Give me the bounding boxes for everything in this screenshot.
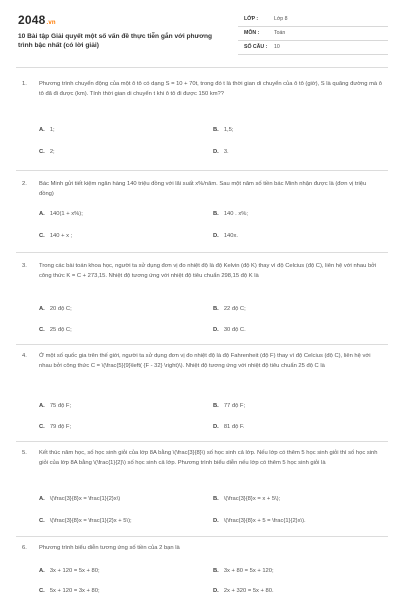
question-text: Trong các bài toán khoa học, người ta sử dụng đơn vị đo nhiệt độ là độ Kelvin (độ K) thay vì độ Celcius (độ C), liên hệ với nhau bởi công thức K = C + 273,15. Nhiệt độ tương ứng với nhiệt độ tiêu chuẩn 298,15 độ K là [39, 263, 377, 279]
logo-suffix: .vn [46, 20, 56, 26]
option-text: \(\frac{3}{8}x = \frac{1}{2}x\) [49, 496, 121, 502]
option-b[interactable] [213, 496, 280, 502]
option-d[interactable] [213, 588, 274, 594]
question-number: 6. [22, 545, 27, 551]
option-text: 75 độ F; [49, 403, 72, 409]
option-label: A. [39, 127, 45, 133]
question-6 [22, 544, 382, 554]
option-c[interactable] [39, 424, 71, 430]
document-title: 10 Bài tập Giải quyết một số vấn đề thực tiễn gắn với phương trình bậc nhất (có lời giải) [18, 33, 213, 49]
option-c[interactable] [39, 518, 132, 524]
option-b[interactable] [213, 211, 248, 217]
meta-row-count [238, 41, 388, 55]
option-c[interactable] [39, 588, 100, 594]
option-d[interactable] [213, 424, 244, 430]
question-number: 1. [22, 81, 27, 87]
meta-table [238, 13, 388, 55]
option-a[interactable] [39, 496, 120, 502]
option-label: A. [39, 496, 45, 502]
meta-row-grade [238, 13, 388, 27]
option-label: B. [213, 403, 219, 409]
option-b[interactable] [213, 127, 233, 133]
option-text: 140 + x ; [49, 233, 73, 239]
meta-value: 10 [274, 44, 280, 50]
option-text: 2; [49, 149, 55, 155]
option-text: 140 . x%; [223, 211, 248, 217]
option-label: B. [213, 211, 219, 217]
question-2 [22, 180, 382, 199]
option-label: A. [39, 403, 45, 409]
option-label: A. [39, 306, 45, 312]
divider [16, 441, 388, 442]
option-text: 30 độ C. [223, 327, 246, 333]
meta-key: MÔN : [244, 30, 260, 36]
option-label: C. [39, 518, 45, 524]
option-text: \(\frac{3}{8}x + 5 = \frac{1}{2}x\). [223, 518, 306, 524]
option-label: A. [39, 211, 45, 217]
option-text: 22 độ C; [223, 306, 246, 312]
option-b[interactable] [213, 403, 245, 409]
meta-key: SỐ CÂU : [244, 44, 268, 50]
meta-key: LỚP : [244, 16, 259, 22]
option-text: 3x + 80 = 5x + 120; [223, 568, 274, 574]
question-3 [22, 262, 382, 281]
option-text: \(\frac{3}{8}x = \frac{1}{2}x + 5\); [49, 518, 132, 524]
divider [16, 170, 388, 171]
divider [16, 67, 388, 68]
option-text: 81 độ F. [223, 424, 245, 430]
option-a[interactable] [39, 127, 55, 133]
option-text: 77 độ F; [223, 403, 246, 409]
option-label: B. [213, 568, 219, 574]
option-text: 2x + 320 = 5x + 80. [223, 588, 274, 594]
option-text: 25 độ C; [49, 327, 72, 333]
option-a[interactable] [39, 306, 72, 312]
option-label: D. [213, 149, 219, 155]
option-d[interactable] [213, 233, 238, 239]
option-label: B. [213, 127, 219, 133]
option-label: D. [213, 588, 219, 594]
option-d[interactable] [213, 149, 229, 155]
option-text: 20 độ C; [49, 306, 72, 312]
option-label: D. [213, 424, 219, 430]
option-text: \(\frac{3}{8}x = x + 5\); [223, 496, 281, 502]
option-c[interactable] [39, 233, 72, 239]
option-label: C. [39, 149, 45, 155]
option-text: 1; [49, 127, 55, 133]
option-text: 140x. [223, 233, 238, 239]
meta-row-subject [238, 27, 388, 41]
question-text: Kết thúc năm học, số học sinh giỏi của lớp 8A bằng \(\frac{3}{8}\) số học sinh cả lớp. Nếu lớp có thêm 5 học sinh giỏi thì số học sinh giỏi của lớp 8A bằng \(\frac{1}{2}\) số học sinh cả lớp. Phương trình biểu diễn nếu lớp có thêm 5 học sinh giỏi là [39, 450, 378, 466]
option-label: B. [213, 496, 219, 502]
option-label: D. [213, 327, 219, 333]
option-label: C. [39, 424, 45, 430]
option-text: 3. [223, 149, 229, 155]
option-label: A. [39, 568, 45, 574]
question-1 [22, 80, 382, 99]
question-5 [22, 449, 382, 468]
site-logo[interactable] [18, 13, 56, 27]
option-label: C. [39, 327, 45, 333]
logo-text: 2048 [18, 13, 46, 27]
question-text: Bác Minh gửi tiết kiệm ngân hàng 140 triệu đồng với lãi suất x%/năm. Sau một năm số tiền bác Minh nhận được là (đơn vị triệu đồng) [39, 181, 367, 197]
question-number: 4. [22, 353, 27, 359]
option-c[interactable] [39, 327, 72, 333]
option-label: D. [213, 518, 219, 524]
question-text: Phương trình biểu diễn tương ứng số tiền của 2 bạn là [39, 545, 180, 551]
option-label: C. [39, 588, 45, 594]
option-label: B. [213, 306, 219, 312]
question-4 [22, 352, 382, 371]
option-a[interactable] [39, 211, 83, 217]
option-text: 3x + 120 = 5x + 80; [49, 568, 100, 574]
option-d[interactable] [213, 327, 246, 333]
meta-value: Lớp 8 [274, 16, 288, 22]
option-a[interactable] [39, 568, 100, 574]
option-text: 1,5; [223, 127, 234, 133]
option-b[interactable] [213, 306, 246, 312]
question-text: Ở một số quốc gia trên thế giới, người ta sử dụng đơn vị đo nhiệt độ là độ Fahrenheit (độ F) thay vì độ Celcius (độ C), liên hệ với nhau bởi công thức C = \(\frac{5}{9}\left( {F - 32} \right)\). Nhiệt độ tương ứng với nhiệt độ tiêu chuẩn 25 độ C là [39, 353, 371, 369]
option-b[interactable] [213, 568, 274, 574]
divider [16, 344, 388, 345]
option-text: 140(1 + x%); [49, 211, 83, 217]
question-number: 5. [22, 450, 27, 456]
option-label: C. [39, 233, 45, 239]
question-number: 2. [22, 181, 27, 187]
divider [16, 536, 388, 537]
option-a[interactable] [39, 403, 71, 409]
meta-value: Toán [274, 30, 286, 36]
divider [16, 252, 388, 253]
option-label: D. [213, 233, 219, 239]
question-text: Phương trình chuyển động của một ô tô có dạng S = 10 + 70t, trong đó t là thời gian di chuyển của ô tô (giờ), S là quãng đường mà ô tô đã đi được (km). Tính thời gian di chuyển t khi ô tô đi được 150 km?? [39, 81, 382, 97]
question-number: 3. [22, 263, 27, 269]
option-text: 5x + 120 = 3x + 80; [49, 588, 100, 594]
document-header [18, 13, 388, 57]
option-c[interactable] [39, 149, 55, 155]
option-d[interactable] [213, 518, 306, 524]
option-text: 79 độ F; [49, 424, 72, 430]
